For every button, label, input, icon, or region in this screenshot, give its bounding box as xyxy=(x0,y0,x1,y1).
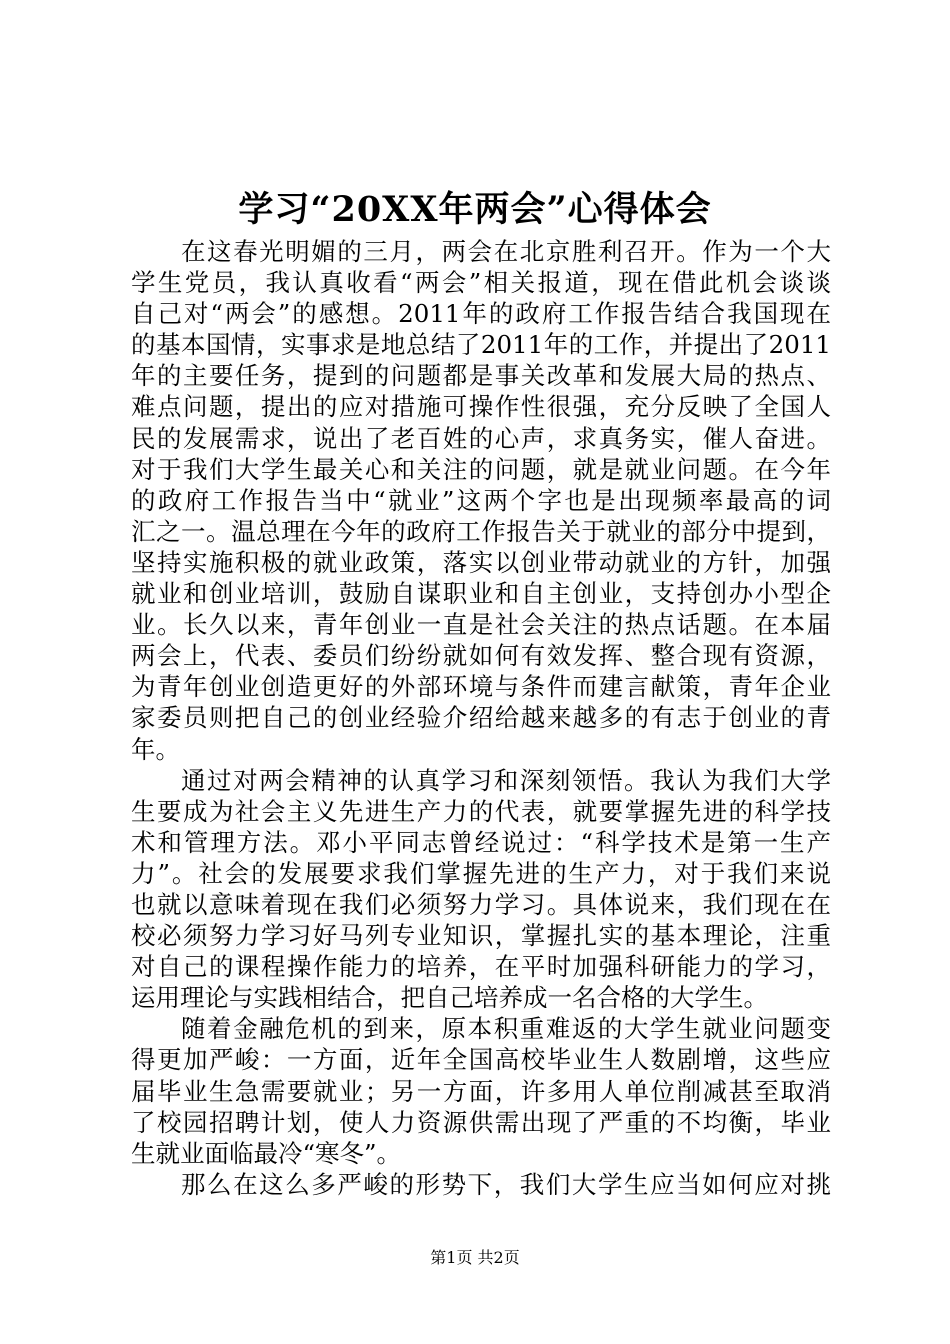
paragraph-line: 两会上，代表、委员们纷纷就如何有效发挥、整合现有资源， xyxy=(131,641,831,671)
paragraph-line: 家委员则把自己的创业经验介绍给越来越多的有志于创业的青 xyxy=(131,703,831,733)
document-title: 学习“20XX年两会”心得体会 xyxy=(238,189,712,230)
paragraph-line: 力”。社会的发展要求我们掌握先进的生产力，对于我们来说 xyxy=(131,858,831,888)
paragraph-line: 的政府工作报告当中“就业”这两个字也是出现频率最高的词 xyxy=(131,485,831,515)
paragraph-line: 难点问题，提出的应对措施可操作性很强，充分反映了全国人 xyxy=(131,392,831,422)
paragraph-line: 得更加严峻：一方面，近年全国高校毕业生人数剧增，这些应 xyxy=(131,1045,831,1075)
paragraph-line: 运用理论与实践相结合，把自己培养成一名合格的大学生。 xyxy=(131,983,768,1013)
paragraph-line: 为青年创业创造更好的外部环境与条件而建言献策，青年企业 xyxy=(131,672,831,702)
paragraph-line: 学生党员，我认真收看“两会”相关报道，现在借此机会谈谈 xyxy=(131,268,831,298)
paragraph-line: 也就以意味着现在我们必须努力学习。具体说来，我们现在在 xyxy=(131,889,831,919)
paragraph-line: 生要成为社会主义先进生产力的代表，就要掌握先进的科学技 xyxy=(131,796,831,826)
paragraph-line: 就业和创业培训，鼓励自谋职业和自主创业，支持创办小型企 xyxy=(131,579,831,609)
page-number-footer: 第1页 共2页 xyxy=(430,1248,520,1267)
paragraph-line: 随着金融危机的到来，原本积重难返的大学生就业问题变 xyxy=(181,1014,831,1044)
paragraph-line: 年的主要任务，提到的问题都是事关改革和发展大局的热点、 xyxy=(131,361,831,391)
paragraph-line: 生就业面临最冷“寒冬”。 xyxy=(131,1138,402,1168)
paragraph-line: 那么在这么多严峻的形势下，我们大学生应当如何应对挑 xyxy=(181,1169,831,1199)
document-body xyxy=(131,236,831,1200)
paragraph-line: 术和管理方法。邓小平同志曾经说过：“科学技术是第一生产 xyxy=(131,827,831,857)
paragraph-line: 了校园招聘计划，使人力资源供需出现了严重的不均衡，毕业 xyxy=(131,1107,831,1137)
paragraph-line: 届毕业生急需要就业；另一方面，许多用人单位削减甚至取消 xyxy=(131,1076,831,1106)
paragraph-line: 年。 xyxy=(131,734,180,764)
paragraph-line: 自己对“两会”的感想。2011年的政府工作报告结合我国现在 xyxy=(131,299,831,329)
paragraph-line: 校必须努力学习好马列专业知识，掌握扎实的基本理论，注重 xyxy=(131,921,831,951)
paragraph-line: 对自己的课程操作能力的培养，在平时加强科研能力的学习， xyxy=(131,952,831,982)
paragraph-line: 坚持实施积极的就业政策，落实以创业带动就业的方针，加强 xyxy=(131,547,831,577)
paragraph-line: 民的发展需求，说出了老百姓的心声，求真务实，催人奋进。 xyxy=(131,423,831,453)
paragraph-line: 汇之一。温总理在今年的政府工作报告关于就业的部分中提到， xyxy=(131,516,831,546)
paragraph-line: 通过对两会精神的认真学习和深刻领悟。我认为我们大学 xyxy=(181,765,831,795)
paragraph-line: 在这春光明媚的三月，两会在北京胜利召开。作为一个大 xyxy=(181,237,831,266)
paragraph-line: 对于我们大学生最关心和关注的问题，就是就业问题。在今年 xyxy=(131,454,831,484)
paragraph-line: 的基本国情，实事求是地总结了2011年的工作，并提出了2011 xyxy=(131,330,831,360)
paragraph-line: 业。长久以来，青年创业一直是社会关注的热点话题。在本届 xyxy=(131,610,831,640)
